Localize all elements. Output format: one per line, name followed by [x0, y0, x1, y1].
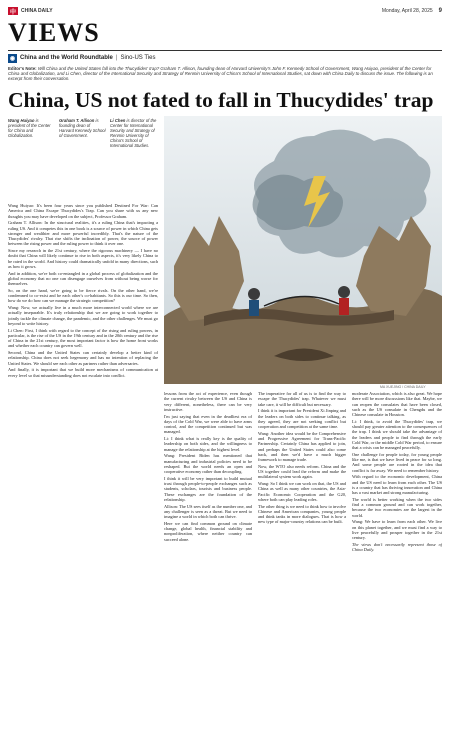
paragraph: So, on the one hand, we're going to be fierce rivals. On the other hand, we're condemned to co-exist and be each other's co-habitants. So this is our time. So then, how do we do how can we manage the strategic competition?	[8, 287, 158, 304]
article-column-4	[352, 391, 442, 739]
bio-text: is founding dean of Harvard Kennedy School of Government.	[59, 118, 106, 138]
paragraph: lessons from the act of experience, even though the current rivalry between the US and China is very different, nonetheless, there can be very instructive.	[164, 391, 252, 412]
article-column-2	[164, 391, 252, 739]
bio-text: is director of the Center for International Security and Strategy of Renmin University of China's School of International Studies.	[110, 118, 157, 148]
paragraph: And in addition, we're both co-entangled in a global process of globalization and the global economy that no one can disengage ourselves from without being worse for themselves.	[8, 270, 158, 286]
globe-icon: ◉	[9, 55, 16, 62]
editor-note-label: Editor's Note:	[8, 66, 37, 71]
header-divider	[8, 50, 442, 51]
paper-logo	[8, 7, 53, 15]
bio-wang	[8, 118, 55, 198]
editor-note-text: Will China and the United States fall into the Thucydides' trap? Graham T. Allison, founding dean of Harvard University's John F. Kennedy School of Government, Wang Huiyao, president of the Center for China and Globalization, and Li Chen, director of the International Security and Strategy of Renmin University of China's School of International Studies, sat down with China Daily to discuss the issue. The following is an excerpt from their conversation.	[8, 66, 433, 82]
paragraph: Second, China and the United States can certainly develop a better kind of relationship. China does not seek hegemony and has no intention of replacing the United States. We should see each other as partners rather than adversaries.	[8, 350, 158, 366]
bio-name: Li Chen	[110, 118, 126, 123]
paragraph: Li Chen: First, I think with regard to the concept of the rising and ruling powers, in particular, is the rise of the US in the 19th century and in the 20th century and the rise of China in the 21st century, the most important factor is how the home front works and whether each country can govern well.	[8, 327, 158, 349]
paragraph: Wang Huiyao: It's been four years since you published Destined For War: Can America and China Escape Thucydides's Trap. Can you share with us any new thoughts you may have developed on the subject, Professor Graham.	[8, 203, 158, 219]
bio-li	[110, 118, 157, 198]
paragraph: Li: I think, to avoid the Thucydides' trap, we should pay greater attention to the consequences of the trap. I think we should take the advantage of the leaders and people to find through the early Cold War, or the middle Cold War period, to ensure that a crisis can be managed peacefully.	[352, 418, 442, 450]
paragraph: Now, the WTO also needs reform. China and the US together could lead the reform and make the multilateral system work again.	[258, 463, 346, 480]
page-number: 9	[438, 8, 442, 14]
bio-text: is president of the Center for China and Globalization.	[8, 118, 51, 138]
figure-head-1	[248, 288, 260, 300]
paragraph: With regard to the economic development, China and the US need to learn from each other. The US is a country that has thriving innovation and China has a vast market and strong manufacturing.	[352, 474, 442, 495]
figure-body-2	[339, 298, 349, 315]
issue-date: Monday, April 28, 2025	[381, 8, 433, 14]
paragraph: And finally, it is important that we build more mechanisms of communication at every level so that misunderstanding does not escalate into conflict.	[8, 367, 158, 378]
paragraph: Graham T. Allison: In the structural realities, it's a ruling China that's impacting a ruling US. And it competes this in one book is a source of power in which China gets stronger and wealthier and more powerful incredibly. That's the nature of the Thucydides' rivalry. That rise shifts the inclination of power, the source of power between the rising power and the ruling power to think it over one.	[8, 220, 158, 247]
paragraph: Wang: Now, we actually live in a much more interconnected world where we are actually inseparable. It's truly relationship that we are going to work together to jointly tackle the climate change, the pandemic, and the other challenges. We must go beyond to write history.	[8, 305, 158, 326]
china-daily-logo-icon: 中	[8, 7, 18, 15]
paragraph: Here we can find common ground on climate change, global health, financial stability and nonproliferation, where neither country can succeed alone.	[164, 520, 252, 542]
figure-head-2	[338, 286, 350, 298]
paragraph: Since my research in the 21st century, where the rigorous machinery — I have no doubt that China will likely continue to rise in both aspects, it's very likely China to be rated in the world. And history could dramatically unfold in many directions, such as how it grows.	[8, 248, 158, 269]
editor-note	[8, 66, 442, 82]
paragraph: Wang: President Biden has mentioned that manufacturing and industrial policies need to be reshaped. But the world needs an open and cooperative economy rather than decoupling.	[164, 453, 252, 474]
paragraph: I think it will be very important to build mutual trust through people-to-people exchanges such as students, scholars, tourists and business people. These exchanges are the foundation of the relationship.	[164, 475, 252, 502]
paragraph: The world is better working when the two sides find a common ground and can work together, because the two economies are the largest in the world.	[352, 496, 442, 518]
illustration-credit: MA XUEJING / CHINA DAILY	[380, 385, 426, 389]
paragraph: Wang: So I think we can work on that, the US and China as well as many other countries, the Asia-Pacific Economic Cooperation and the G20, where both can play leading roles.	[258, 481, 346, 502]
illustration	[164, 116, 442, 384]
bio-name: Wang Huiyao	[8, 118, 35, 123]
paragraph: I'm just saying that even in the deadliest era of days of the Cold War, we were able to have arms control, and the competition continued but was managed.	[164, 413, 252, 435]
section-bar-subtitle: Sino-US Ties	[120, 55, 156, 61]
paragraph: Wang: We have to learn from each other. We live on this planet together, and we must find a way to live peacefully and prosper together in the 21st century.	[352, 519, 442, 540]
paragraph: Wang: Another idea would be the Comprehensive and Progressive Agreement for Trans-Pacific Partnership. Certainly China has applied to join, and perhaps the United States could also come back, and then we'd have a much bigger framework to manage trade.	[258, 430, 346, 462]
paragraph: The imperative for all of us is to find the way to escape the Thucydides' trap. Whatever we must take care, it will be difficult but necessary.	[258, 391, 346, 407]
bio-allison	[59, 118, 106, 198]
article-column-1	[8, 203, 158, 739]
section-bar-title: China and the World Roundtable	[20, 55, 113, 61]
section-bar	[8, 53, 442, 63]
paragraph: moderate Association, which is also great. We hope there will be more discussions like that. Maybe, we can reopen the consulates that have been closed, such as the US consulate in Chengdu and the Chinese consulate in Houston.	[352, 391, 442, 417]
author-bios	[8, 118, 158, 198]
bio-name: Graham T. Allison	[59, 118, 95, 123]
paper-name: CHINA DAILY	[21, 8, 53, 14]
paragraph: Li: I think what is really key is the quality of leadership on both sides, and the willingness to manage the relationship at the highest level.	[164, 436, 252, 452]
paragraph: The other thing is we need to think how to involve Chinese and American companies, young people and think tanks in more dialogues. That is how a new type of major-country relations can be built.	[258, 503, 346, 525]
paragraph: Allison: The US sees itself as the number one, and any challenger is seen as a threat. But we need to imagine a world in which both can thrive.	[164, 503, 252, 519]
disclaimer: The views don't necessarily represent those of China Daily.	[352, 541, 442, 552]
figure-body-1	[249, 300, 259, 316]
paragraph: One challenge for people today, for young people like me, is that we have lived in peace for so long. And some people are rooted in the idea that conflict is far away. We need to remember history.	[352, 451, 442, 473]
paragraph: I think it is important for President Xi Jinping and the leaders on both sides to continue talking, as they agreed, they are not seeking conflict but cooperation and competition at the same time.	[258, 408, 346, 429]
illustration-artwork	[164, 116, 442, 384]
section-bar-separator: |	[115, 55, 118, 61]
article-column-3	[258, 391, 346, 739]
masthead	[8, 6, 442, 16]
article-headline: China, US not fated to fall in Thucydides' trap	[8, 88, 434, 112]
section-title: VIEWS	[8, 18, 100, 47]
